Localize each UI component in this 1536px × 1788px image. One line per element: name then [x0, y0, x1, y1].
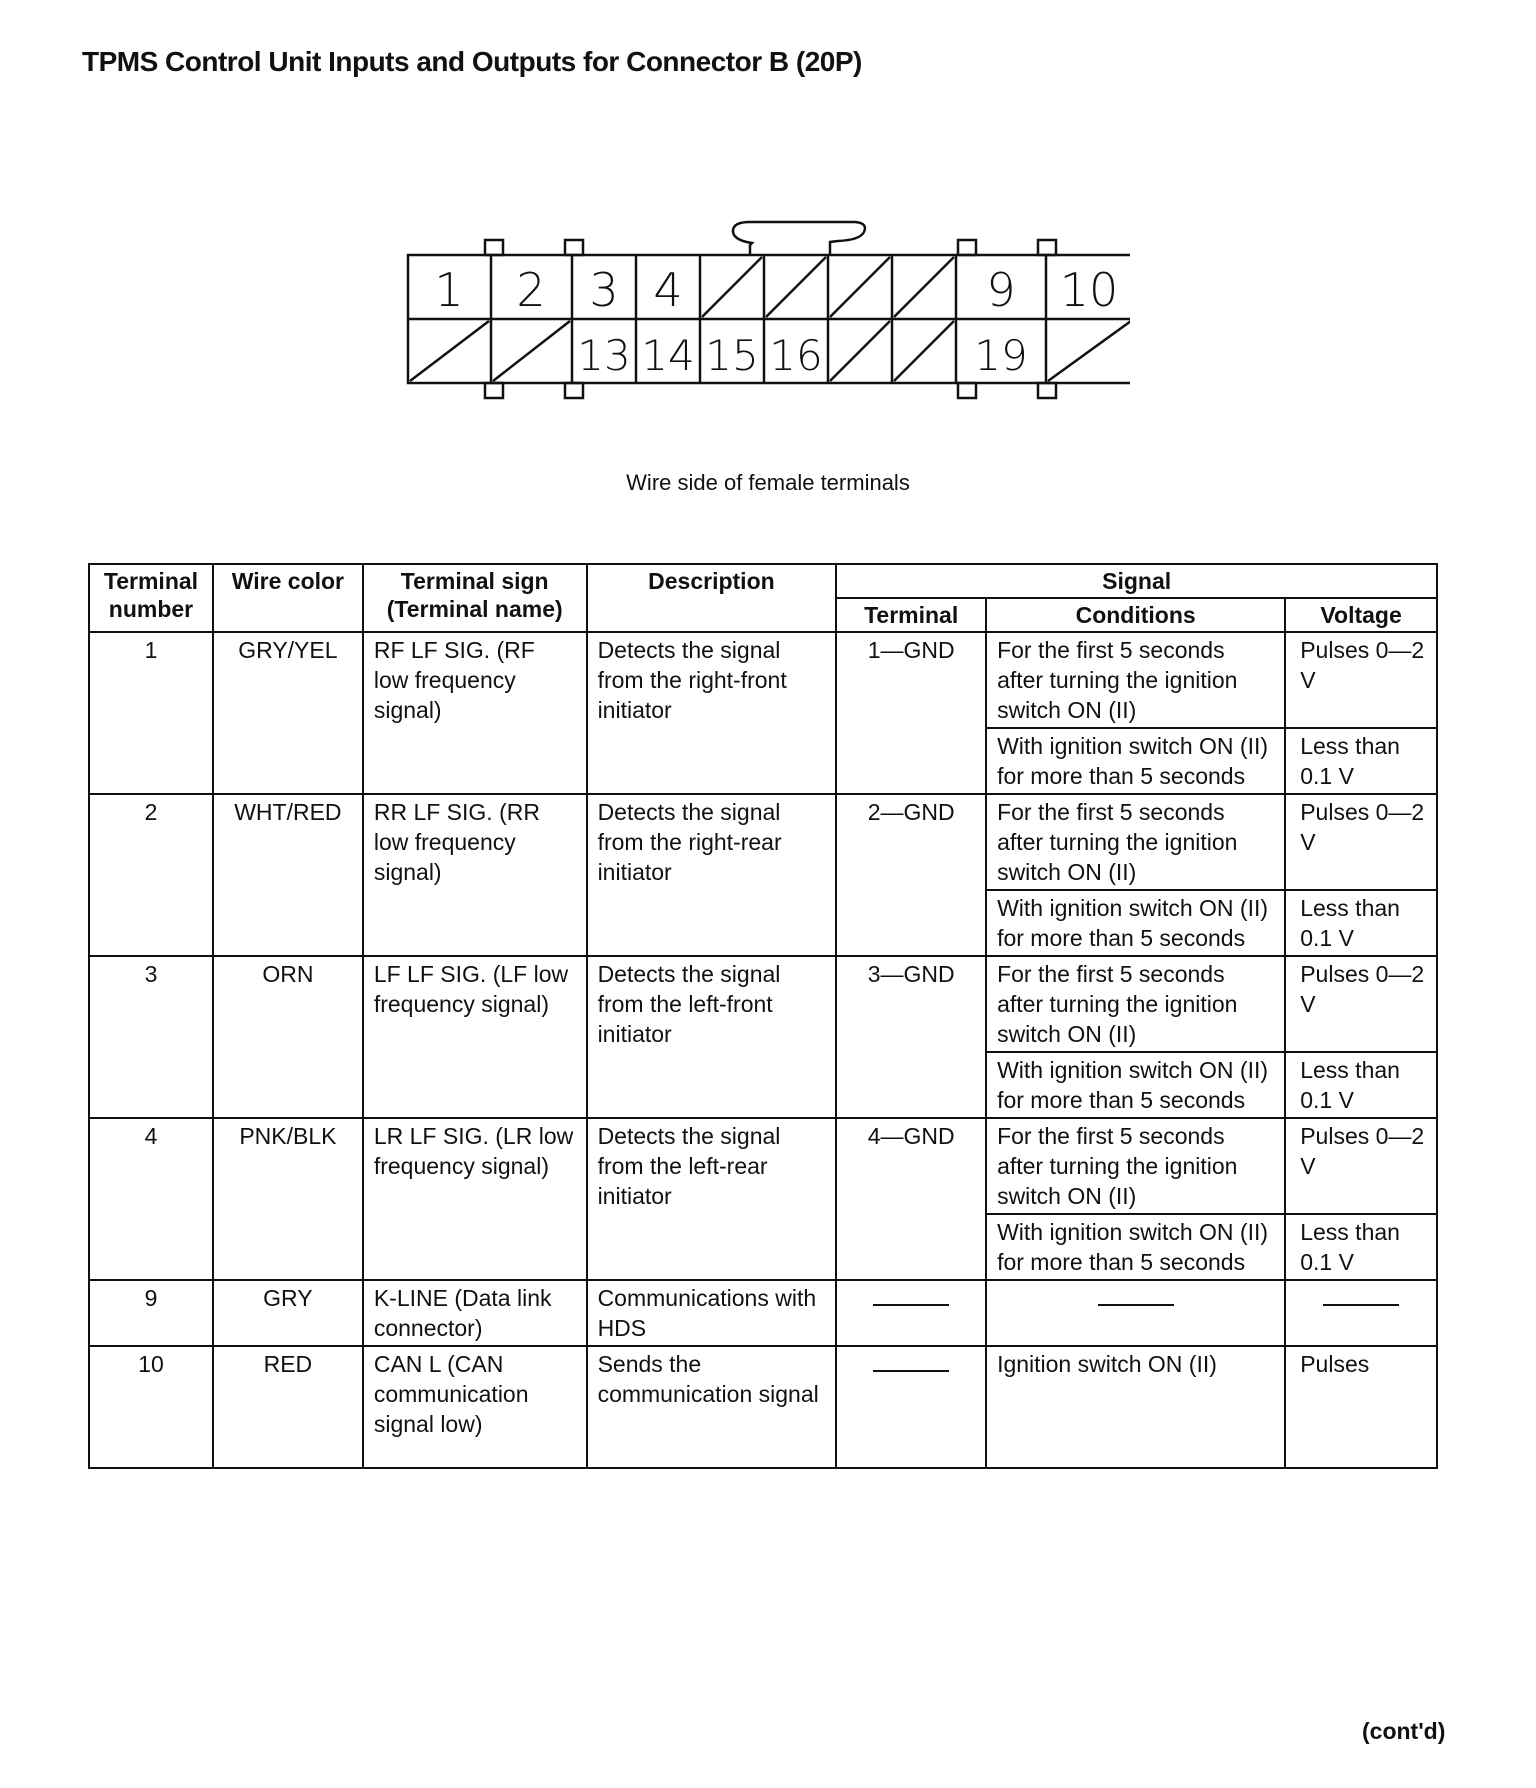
empty-dash-cell	[836, 1280, 986, 1346]
dash-line	[1323, 1304, 1399, 1306]
description: Detects the signal from the right-rear initiator	[587, 794, 837, 956]
header-terminal-number: Terminal number	[89, 564, 213, 632]
connector-peg	[565, 240, 583, 255]
header-signal: Signal	[836, 564, 1437, 598]
pin-label: 14	[641, 331, 695, 380]
description: Sends the communication signal	[587, 1346, 837, 1468]
header-terminal-sign: Terminal sign (Terminal name)	[363, 564, 587, 632]
voltage: Pulses 0—2 V	[1285, 632, 1437, 728]
connector-peg	[958, 240, 976, 255]
terminal-sign: CAN L (CAN communication signal low)	[363, 1346, 587, 1468]
connector-peg	[1038, 383, 1056, 398]
header-voltage: Voltage	[1285, 598, 1437, 632]
dash-line	[873, 1370, 949, 1372]
terminal-number: 1	[89, 632, 213, 794]
table-row	[89, 1346, 1437, 1468]
table-row	[89, 956, 1437, 1052]
condition: With ignition switch ON (II) for more than 5 seconds	[986, 1052, 1285, 1118]
wire-color: GRY/YEL	[213, 632, 363, 794]
connector-peg	[958, 383, 976, 398]
pin-label: 16	[769, 331, 823, 380]
description: Detects the signal from the left-rear initiator	[587, 1118, 837, 1280]
table-row	[89, 1280, 1437, 1346]
table-row	[89, 794, 1437, 890]
empty-dash-cell	[836, 1346, 986, 1468]
wire-color: PNK/BLK	[213, 1118, 363, 1280]
condition: For the first 5 seconds after turning the ignition switch ON (II)	[986, 1118, 1285, 1214]
terminal-number: 9	[89, 1280, 213, 1346]
terminal-sign: K-LINE (Data link connector)	[363, 1280, 587, 1346]
condition: For the first 5 seconds after turning the ignition switch ON (II)	[986, 632, 1285, 728]
continued-note: (cont'd)	[1362, 1718, 1446, 1744]
header-description: Description	[587, 564, 837, 632]
condition: With ignition switch ON (II) for more than 5 seconds	[986, 1214, 1285, 1280]
voltage: Pulses 0—2 V	[1285, 1118, 1437, 1214]
condition: Ignition switch ON (II)	[986, 1346, 1285, 1468]
pin-label: 10	[1059, 263, 1119, 317]
terminal-sign: LR LF SIG. (LR low frequency signal)	[363, 1118, 587, 1280]
description: Detects the signal from the right-front initiator	[587, 632, 837, 794]
condition: For the first 5 seconds after turning the ignition switch ON (II)	[986, 956, 1285, 1052]
voltage: Less than 0.1 V	[1285, 728, 1437, 794]
connector-lock-tab	[733, 222, 865, 255]
io-table	[88, 563, 1438, 1469]
connector-peg	[485, 383, 503, 398]
wire-color: WHT/RED	[213, 794, 363, 956]
header-conditions: Conditions	[986, 598, 1285, 632]
header-signal-terminal: Terminal	[836, 598, 986, 632]
table-row	[89, 632, 1437, 728]
voltage: Less than 0.1 V	[1285, 890, 1437, 956]
pin-label: 4	[653, 263, 683, 317]
page-title: TPMS Control Unit Inputs and Outputs for Connector B (20P)	[82, 46, 862, 77]
signal-terminal: 2—GND	[836, 794, 986, 956]
connector-peg	[565, 383, 583, 398]
connector-peg	[1038, 240, 1056, 255]
pin-label: 1	[434, 263, 464, 317]
terminal-sign: RF LF SIG. (RF low frequency signal)	[363, 632, 587, 794]
empty-dash-cell	[986, 1280, 1285, 1346]
voltage: Less than 0.1 V	[1285, 1214, 1437, 1280]
wire-color: GRY	[213, 1280, 363, 1346]
terminal-number: 10	[89, 1346, 213, 1468]
signal-terminal: 1—GND	[836, 632, 986, 794]
signal-terminal: 3—GND	[836, 956, 986, 1118]
wire-color: ORN	[213, 956, 363, 1118]
voltage: Pulses 0—2 V	[1285, 794, 1437, 890]
connector-diagram	[390, 200, 1130, 430]
terminal-number: 2	[89, 794, 213, 956]
signal-terminal: 4—GND	[836, 1118, 986, 1280]
pin-label: 15	[705, 331, 759, 380]
dash-line	[873, 1304, 949, 1306]
description: Communications with HDS	[587, 1280, 837, 1346]
terminal-number: 3	[89, 956, 213, 1118]
terminal-sign: RR LF SIG. (RR low frequency signal)	[363, 794, 587, 956]
wire-color: RED	[213, 1346, 363, 1468]
condition: With ignition switch ON (II) for more than 5 seconds	[986, 890, 1285, 956]
voltage: Pulses	[1285, 1346, 1437, 1468]
description: Detects the signal from the left-front initiator	[587, 956, 837, 1118]
connector-caption: Wire side of female terminals	[626, 470, 910, 495]
pin-label: 13	[577, 331, 631, 380]
connector-peg	[485, 240, 503, 255]
pin-label: 9	[986, 263, 1016, 317]
terminal-sign: LF LF SIG. (LF low frequency signal)	[363, 956, 587, 1118]
voltage: Less than 0.1 V	[1285, 1052, 1437, 1118]
condition: With ignition switch ON (II) for more than 5 seconds	[986, 728, 1285, 794]
table-row	[89, 1118, 1437, 1214]
condition: For the first 5 seconds after turning the ignition switch ON (II)	[986, 794, 1285, 890]
pin-label: 3	[589, 263, 619, 317]
terminal-number: 4	[89, 1118, 213, 1280]
voltage: Pulses 0—2 V	[1285, 956, 1437, 1052]
pin-label: 19	[974, 331, 1028, 380]
header-wire-color: Wire color	[213, 564, 363, 632]
empty-dash-cell	[1285, 1280, 1437, 1346]
dash-line	[1098, 1304, 1174, 1306]
pin-label: 2	[516, 263, 546, 317]
